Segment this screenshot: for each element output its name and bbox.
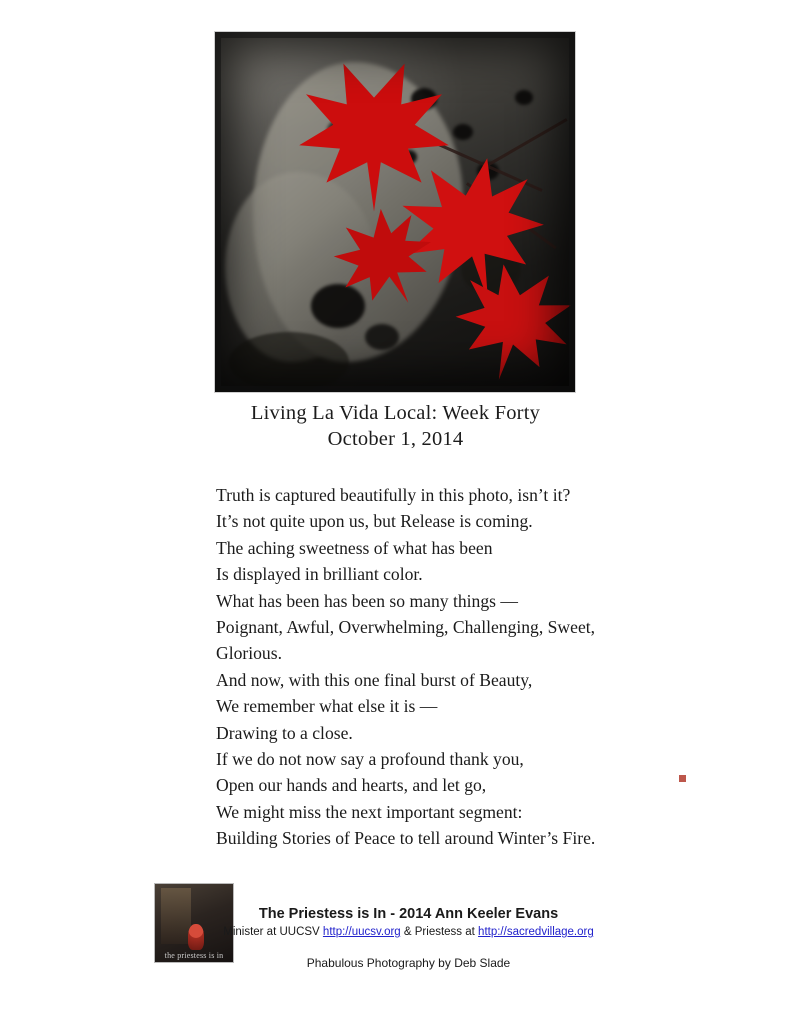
poem-line: We might miss the next important segment: (216, 801, 523, 822)
header-photo (215, 32, 575, 392)
title-line-1: Living La Vida Local: Week Forty (250, 402, 541, 424)
poem-line: And now, with this one final burst of Beauty, (216, 669, 533, 690)
priestess-thumbnail (155, 884, 233, 962)
sacredvillage-link[interactable]: http://sacredvillage.org (478, 926, 594, 938)
poem-line: If we do not now say a profound thank you, (216, 749, 524, 770)
poem-line: Truth is captured beautifully in this photo, isn’t it? (216, 485, 571, 505)
rock-hole (515, 90, 533, 105)
poem-line: Building Stories of Peace to tell around Winter’s Fire. (216, 828, 596, 849)
credit-line: The Priestess is In - 2014 Ann Keeler Evans (258, 906, 559, 922)
thumbnail-caption: the priestess is in (164, 951, 224, 960)
poem-line: We remember what else it is — (216, 696, 438, 717)
red-marker-dot (679, 775, 686, 782)
rock-blotch (229, 332, 349, 392)
footer (0, 884, 791, 994)
page-title (0, 400, 791, 452)
photo-credit: Phabulous Photography by Deb Slade (306, 956, 511, 970)
poem-line: Glorious. (216, 643, 282, 664)
poem-line: Open our hands and hearts, and let go, (216, 775, 487, 796)
poem-line: What has been has been so many things — (216, 590, 518, 611)
uucsv-link[interactable]: http://uucsv.org (322, 926, 401, 938)
poem-body (216, 482, 686, 852)
poem-line: Poignant, Awful, Overwhelming, Challenging, Sweet, (216, 617, 596, 638)
photo-canvas (215, 32, 575, 392)
affiliation-line (0, 926, 791, 938)
poem-line: The aching sweetness of what has been (216, 537, 493, 558)
poem-line: Is displayed in brilliant color. (216, 564, 423, 585)
affiliation-middle: & Priestess at (400, 926, 479, 938)
affiliation-prefix: Minister at UUCSV (223, 926, 323, 938)
poem-line: Drawing to a close. (216, 722, 353, 743)
poem-line: It’s not quite upon us, but Release is coming. (216, 511, 533, 532)
title-line-2: October 1, 2014 (327, 428, 464, 450)
